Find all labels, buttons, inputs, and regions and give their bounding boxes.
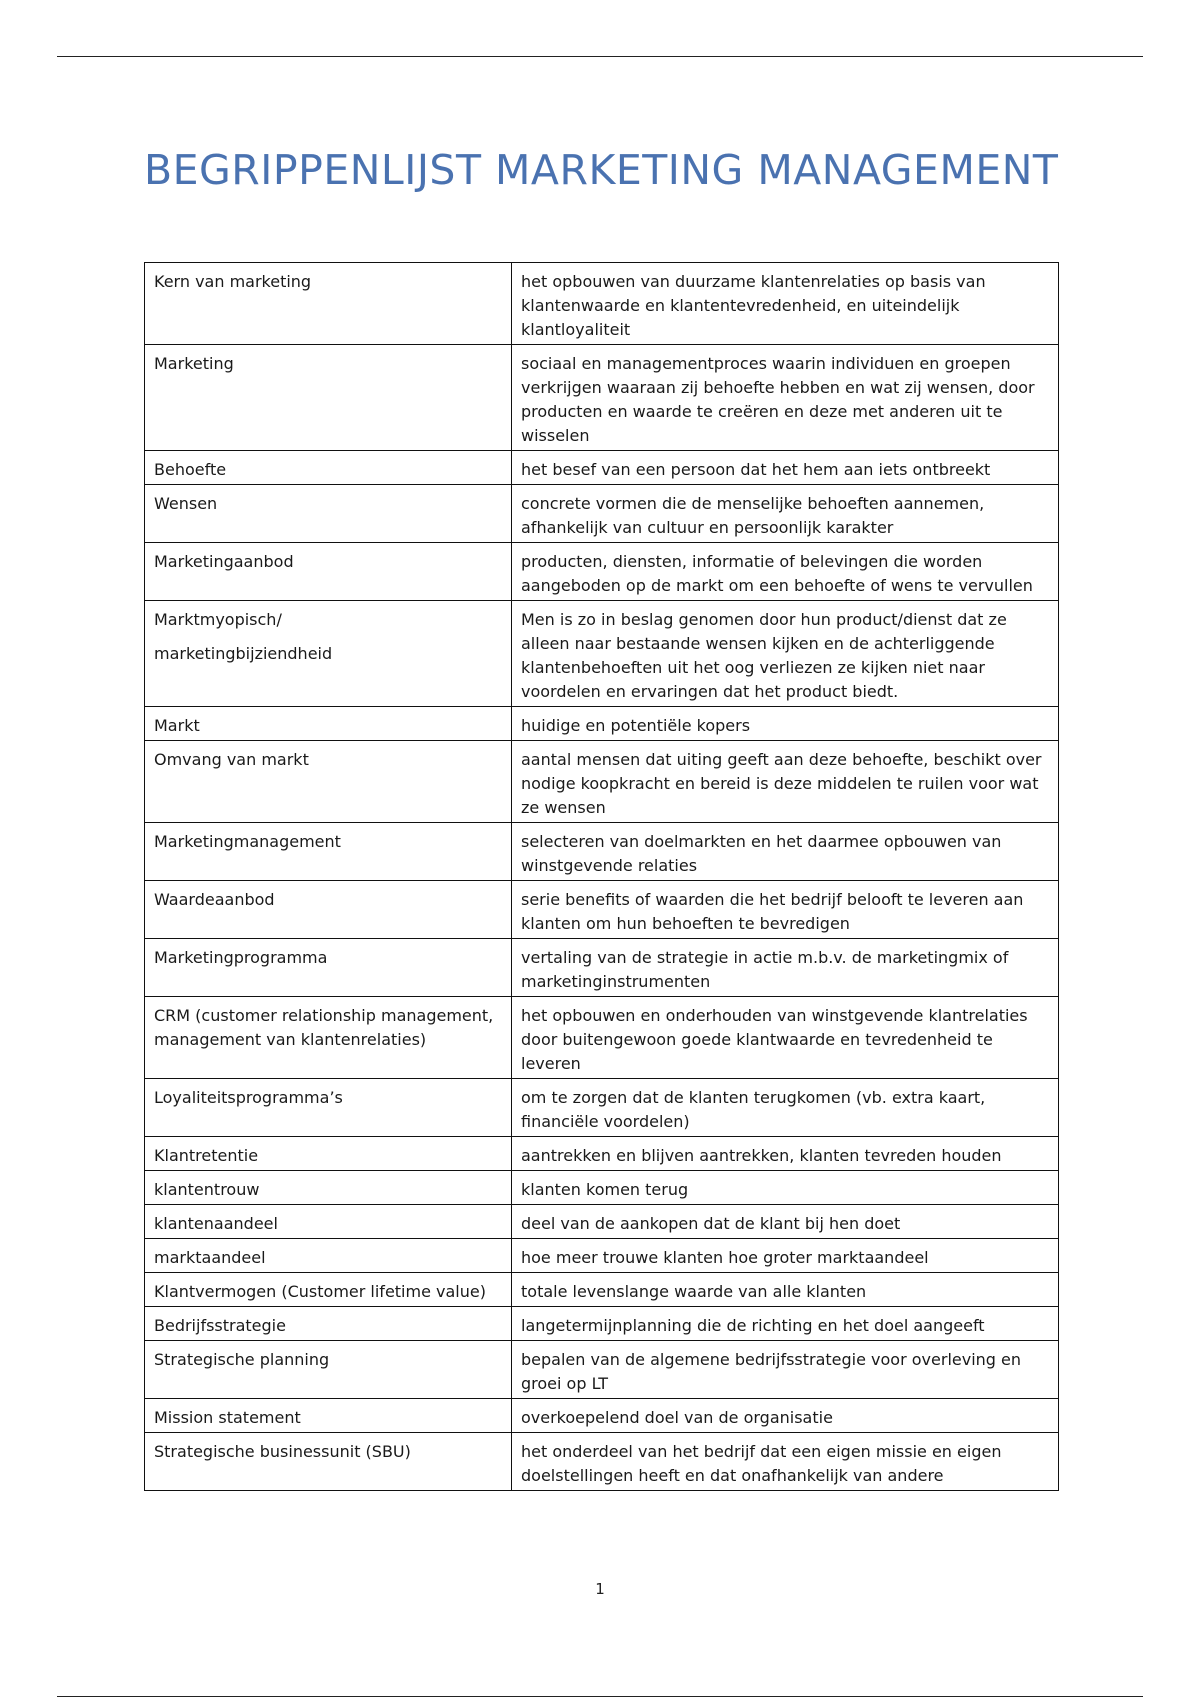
table-row [145,1433,1059,1491]
table-row [145,939,1059,997]
table-row [145,345,1059,451]
term-text: Omvang van markt [154,750,309,769]
term-text: Marketingmanagement [154,832,341,851]
glossary-table [144,262,1059,1491]
term-cell [145,1433,512,1491]
table-row [145,1273,1059,1307]
term-text: Loyaliteitsprogramma’s [154,1088,343,1107]
definition-cell: selecteren van doelmarkten en het daarmee opbouwen van winstgevende relaties [512,823,1059,881]
definition-cell: bepalen van de algemene bedrijfsstrategie voor overleving en groei op LT [512,1341,1059,1399]
table-row [145,1399,1059,1433]
definition-cell: vertaling van de strategie in actie m.b.v. de marketingmix of marketinginstrumenten [512,939,1059,997]
term-text: Strategische planning [154,1350,330,1369]
term-text: Kern van marketing [154,272,312,291]
term-cell [145,1171,512,1205]
term-cell [145,1079,512,1137]
definition-cell: klanten komen terug [512,1171,1059,1205]
table-row [145,543,1059,601]
definition-cell: hoe meer trouwe klanten hoe groter marktaandeel [512,1239,1059,1273]
page-number: 1 [595,1580,605,1598]
table-row [145,485,1059,543]
term-text: Markt [154,716,200,735]
definition-cell: om te zorgen dat de klanten terugkomen (vb. extra kaart, financiële voordelen) [512,1079,1059,1137]
definition-cell: deel van de aankopen dat de klant bij hen doet [512,1205,1059,1239]
term-cell [145,345,512,451]
header-rule [57,56,1143,57]
definition-cell: Men is zo in beslag genomen door hun product/dienst dat ze alleen naar bestaande wensen kijken en de achterliggende klantenbehoeften uit het oog verliezen ze kijken niet naar voordelen en ervaringen dat het product biedt. [512,601,1059,707]
term-cell [145,601,512,707]
definition-cell: huidige en potentiële kopers [512,707,1059,741]
term-text: marktaandeel [154,1248,266,1267]
term-text: CRM (customer relationship management, management van klantenrelaties) [154,1006,494,1049]
table-row [145,823,1059,881]
table-row [145,601,1059,707]
table-row [145,1171,1059,1205]
definition-cell: sociaal en managementproces waarin individuen en groepen verkrijgen waaraan zij behoefte hebben en wat zij wensen, door producten en waarde te creëren en deze met anderen uit te wisselen [512,345,1059,451]
definition-cell: overkoepelend doel van de organisatie [512,1399,1059,1433]
table-row [145,1239,1059,1273]
definition-cell: het onderdeel van het bedrijf dat een eigen missie en eigen doelstellingen heeft en dat onafhankelijk van andere [512,1433,1059,1491]
term-cell [145,485,512,543]
glossary-body [145,263,1059,1491]
table-row [145,1341,1059,1399]
term-text: Klantretentie [154,1146,259,1165]
page-title: BEGRIPPENLIJST MARKETING MANAGEMENT [144,146,1059,194]
definition-cell: het opbouwen van duurzame klantenrelaties op basis van klantenwaarde en klantentevredenheid, en uiteindelijk klantloyaliteit [512,263,1059,345]
table-row [145,707,1059,741]
term-cell [145,997,512,1079]
term-cell [145,707,512,741]
definition-cell: concrete vormen die de menselijke behoeften aannemen, afhankelijk van cultuur en persoonlijk karakter [512,485,1059,543]
definition-cell: het opbouwen en onderhouden van winstgevende klantrelaties door buitengewoon goede klantwaarde en tevredenheid te leveren [512,997,1059,1079]
term-cell [145,1137,512,1171]
definition-cell: producten, diensten, informatie of belevingen die worden aangeboden op de markt om een behoefte of wens te vervullen [512,543,1059,601]
term-cell [145,1205,512,1239]
table-row [145,881,1059,939]
footer-rule [57,1696,1143,1697]
term-text-line-2: marketingbijziendheid [154,644,333,663]
term-text: Strategische businessunit (SBU) [154,1442,411,1461]
term-text: Bedrijfsstrategie [154,1316,286,1335]
term-cell [145,451,512,485]
definition-cell: totale levenslange waarde van alle klanten [512,1273,1059,1307]
term-text: Mission statement [154,1408,301,1427]
term-cell [145,1307,512,1341]
term-cell [145,1341,512,1399]
table-row [145,263,1059,345]
term-text: Klantvermogen (Customer lifetime value) [154,1282,486,1301]
term-text: Marktmyopisch/ [154,610,282,629]
term-cell [145,881,512,939]
term-text: Waardeaanbod [154,890,275,909]
table-row [145,1137,1059,1171]
term-text: klantenaandeel [154,1214,278,1233]
table-row [145,1205,1059,1239]
table-row [145,1307,1059,1341]
term-cell [145,1273,512,1307]
table-row [145,451,1059,485]
term-text: Behoefte [154,460,227,479]
term-text: Marketing [154,354,234,373]
table-row [145,997,1059,1079]
definition-cell: aantrekken en blijven aantrekken, klanten tevreden houden [512,1137,1059,1171]
definition-cell: het besef van een persoon dat het hem aan iets ontbreekt [512,451,1059,485]
definition-cell: serie benefits of waarden die het bedrijf belooft te leveren aan klanten om hun behoeften te bevredigen [512,881,1059,939]
term-text: Wensen [154,494,218,513]
term-text: Marketingaanbod [154,552,294,571]
definition-cell: aantal mensen dat uiting geeft aan deze behoefte, beschikt over nodige koopkracht en bereid is deze middelen te ruilen voor wat ze wensen [512,741,1059,823]
definition-cell: langetermijnplanning die de richting en het doel aangeeft [512,1307,1059,1341]
term-text: klantentrouw [154,1180,260,1199]
term-text: Marketingprogramma [154,948,328,967]
term-cell [145,939,512,997]
term-cell [145,1399,512,1433]
table-row [145,741,1059,823]
term-cell [145,1239,512,1273]
term-cell [145,823,512,881]
table-row [145,1079,1059,1137]
term-cell [145,263,512,345]
term-cell [145,741,512,823]
term-cell [145,543,512,601]
